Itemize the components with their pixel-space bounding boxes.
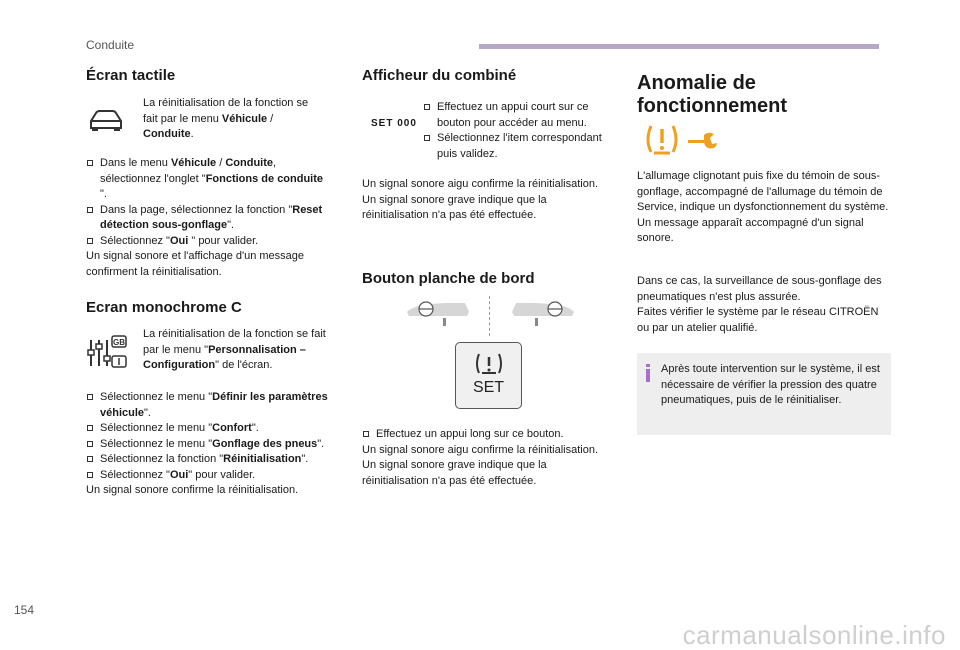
signal-text: Un signal sonore grave indique que la réinitialisation n'a pas été effectuée.: [362, 193, 547, 221]
step-item: Sélectionnez la fonction "Réinitialisation".: [86, 452, 341, 468]
set-display-icon: SET 000: [371, 118, 417, 129]
paragraph: Faites vérifier le système par le réseau CITROËN ou par un atelier qualifié.: [637, 306, 879, 334]
monochrome-steps: [86, 390, 341, 499]
page-number: 154: [14, 603, 35, 617]
dashboard-right-drive-icon: [510, 300, 576, 328]
info-note: [637, 353, 891, 435]
step-item: Sélectionnez le menu "Confort".: [86, 421, 341, 437]
header-accent-bar: [479, 44, 879, 49]
malfunction-heading: Anomalie de fonctionnement: [637, 72, 787, 117]
closing-text: Un signal sonore confirme la réinitialisation.: [86, 484, 299, 496]
dashboard-left-drive-icon: [405, 300, 471, 328]
paragraph: Un message apparaît accompagné d'un signal sonore.: [637, 216, 864, 244]
malfunction-description: [637, 169, 891, 247]
dashboard-button-text: [362, 427, 602, 489]
step-item: Sélectionnez le menu "Définir les paramètres véhicule".: [86, 390, 341, 421]
step-item: Effectuez un appui long sur ce bouton.: [362, 427, 602, 443]
signal-text: Un signal sonore aigu confirme la réinitialisation.: [362, 443, 599, 456]
step-item: Sélectionnez "Oui " pour valider.: [86, 234, 331, 250]
set-button[interactable]: [455, 342, 522, 409]
service-wrench-icon: [686, 130, 720, 152]
language-label: GB: [113, 338, 125, 347]
closing-text: Un signal sonore et l'affichage d'un message confirment la réinitialisation.: [86, 250, 305, 278]
step-item: Sélectionnez "Oui" pour valider.: [86, 468, 341, 484]
step-item: Sélectionnez l'item correspondant puis validez.: [423, 131, 613, 162]
info-icon: [645, 364, 651, 382]
step-item: Dans la page, sélectionnez la fonction "Reset détection sous-gonflage".: [86, 203, 331, 234]
step-item: Dans le menu Véhicule / Conduite, sélectionnez l'onglet "Fonctions de conduite ".: [86, 156, 331, 203]
instrument-panel-steps: [423, 100, 613, 162]
info-note-text: Après toute intervention sur le système, il est nécessaire de vérifier la pression des quatre pneumatiques, puis de le réinitialiser.: [661, 363, 880, 406]
signal-text: Un signal sonore aigu confirme la réinitialisation.: [362, 178, 599, 190]
signal-text: Un signal sonore grave indique que la réinitialisation n'a pas été effectuée.: [362, 459, 547, 487]
tire-pressure-icon: [475, 351, 503, 377]
dashboard-button-heading: Bouton planche de bord: [362, 270, 535, 287]
section-title: Conduite: [86, 38, 135, 52]
step-item: Sélectionnez le menu "Gonflage des pneus".: [86, 437, 341, 453]
instrument-panel-heading: Afficheur du combiné: [362, 67, 517, 84]
monochrome-screen-heading: Ecran monochrome C: [86, 299, 242, 316]
watermark: carmanualsonline.info: [682, 619, 946, 650]
step-item: Effectuez un appui court sur ce bouton pour accéder au menu.: [423, 100, 613, 131]
monochrome-intro: La réinitialisation de la fonction se fait par le menu "Personnalisation – Configuration" de l'écran.: [143, 328, 326, 371]
instrument-panel-text: [362, 177, 602, 224]
touchscreen-steps: [86, 156, 331, 280]
divider: [489, 296, 490, 336]
touchscreen-heading: Écran tactile: [86, 67, 176, 84]
touchscreen-intro: La réinitialisation de la fonction se fait par le menu Véhicule / Conduite.: [143, 97, 309, 140]
malfunction-advice: [637, 274, 891, 336]
paragraph: Dans ce cas, la surveillance de sous-gonflage des pneumatiques n'est plus assurée.: [637, 275, 882, 303]
settings-sliders-icon: [87, 334, 127, 372]
paragraph: L'allumage clignotant puis fixe du témoin de sous-gonflage, accompagné de l'allumage du témoin de Service, indique un dysfonctionnement du système.: [637, 170, 889, 213]
set-button-label: SET: [472, 379, 505, 396]
tire-pressure-warning-icon: [645, 122, 679, 158]
vehicle-icon: [87, 108, 125, 132]
